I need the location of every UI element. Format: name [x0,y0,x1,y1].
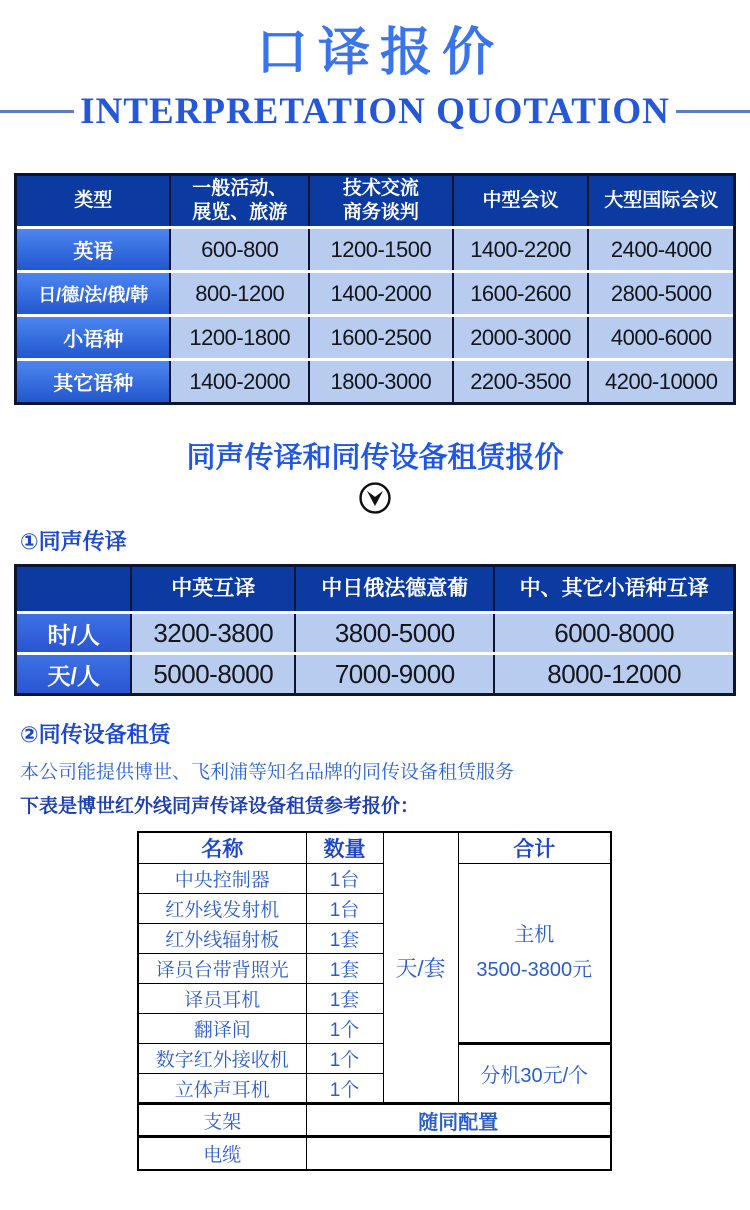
equip-section-label: ②同传设备租赁 [20,722,171,748]
table1-header-cell [17,176,169,226]
equip-item-row [138,864,611,894]
equip-item-name: 红外线辐射板 [138,924,306,954]
equip-item-qty: 1个 [306,1074,383,1104]
table1-price-cell: 1200-1500 [310,229,452,270]
equip-item-name: 翻译间 [138,1014,306,1044]
table1-price-cell: 2400-4000 [589,229,733,270]
equip-item-qty: 1个 [306,1044,383,1074]
table1-price-cell: 2000-3000 [454,317,588,358]
equip-item-qty: 1台 [306,894,383,924]
table2-header-cell: 中日俄法德意葡 [296,567,493,611]
equip-item-qty: 1套 [306,924,383,954]
main-total-line1: 主机 [514,924,555,947]
table1-row [17,361,733,402]
equip-item-name: 数字红外接收机 [138,1044,306,1074]
equip-item-name: 红外线发射机 [138,894,306,924]
table1-header-text: 中型会议 [482,190,559,212]
table2-price-cell: 5000-8000 [132,655,294,693]
simultaneous-price-table [14,564,736,696]
table1-price-cell: 1200-1800 [171,317,308,358]
equipment-rental-table [137,831,612,1171]
table1-row [17,229,733,270]
subtitle-row [0,90,750,133]
equip-item-name: 中央控制器 [138,864,306,894]
equipment-table-wrap [137,831,750,1171]
equip-header-total: 合计 [458,832,611,864]
equip-header-row [138,832,611,864]
down-arrow-icon [358,481,392,515]
equip-reference-note: 下表是博世红外线同声传译设备租赁参考报价： [20,796,420,818]
page-subtitle: INTERPRETATION QUOTATION [80,91,670,133]
equip-footer-value [306,1137,611,1170]
equip-footer-name: 电缆 [138,1137,306,1170]
table1-price-cell: 2200-3500 [454,361,588,402]
table1-header-cell [171,176,308,226]
table2-header-cell: 中英互译 [132,567,294,611]
table1-row-label: 其它语种 [17,361,169,402]
table1-header-text: 展览、旅游 [192,202,288,224]
table1-header-text: 大型国际会议 [604,190,719,212]
table1-row-label: 日/德/法/俄/韩 [17,273,169,314]
table1-header-cell [454,176,588,226]
table2-price-cell: 8000-12000 [495,655,733,693]
table2-row-label: 天/人 [17,655,130,693]
equip-header-name: 名称 [138,832,306,864]
table1-header-text: 技术交流 [342,178,419,200]
equip-item-name: 译员耳机 [138,984,306,1014]
table1-price-cell: 1400-2000 [310,273,452,314]
rental-section-heading: 同声传译和同传设备租赁报价 [186,442,564,475]
equip-footer-row [138,1137,611,1170]
table1-price-cell: 4200-10000 [589,361,733,402]
table2-row [17,614,733,652]
table2-row-label: 时/人 [17,614,130,652]
interpretation-price-table [14,173,736,405]
equip-header-qty: 数量 [306,832,383,864]
equip-main-total-cell [458,864,611,1044]
equip-item-name: 立体声耳机 [138,1074,306,1104]
table1-row-label: 小语种 [17,317,169,358]
table2-row [17,655,733,693]
left-rule [0,110,74,113]
table1-price-cell: 1400-2200 [454,229,588,270]
equip-item-qty: 1套 [306,954,383,984]
equip-item-row [138,1044,611,1074]
table2-price-cell: 7000-9000 [296,655,493,693]
table2-price-cell: 3800-5000 [296,614,493,652]
equip-item-qty: 1个 [306,1014,383,1044]
table2-price-cell: 3200-3800 [132,614,294,652]
table1-price-cell: 2800-5000 [589,273,733,314]
table2-header-row [17,567,733,611]
table1-price-cell: 4000-6000 [589,317,733,358]
table1-header-row [17,176,733,226]
equip-footer-row [138,1104,611,1137]
table1-row [17,273,733,314]
table1-header-text: 类型 [74,190,113,212]
table1-header-cell [589,176,733,226]
table1-price-cell: 600-800 [171,229,308,270]
table1-header-cell [310,176,452,226]
table1-header-text: 商务谈判 [342,202,419,224]
table1-price-cell: 1400-2000 [171,361,308,402]
equip-item-name: 译员台带背照光 [138,954,306,984]
main-total-line2: 3500-3800元 [476,959,593,982]
right-rule [676,110,750,113]
table1-row-label: 英语 [17,229,169,270]
table2-corner-cell [17,567,130,611]
equip-footer-name: 支架 [138,1104,306,1137]
table2-price-cell: 6000-8000 [495,614,733,652]
table1-price-cell: 1600-2600 [454,273,588,314]
equip-sub-total-cell: 分机30元/个 [458,1044,611,1104]
table1-header-text: 一般活动、 [192,178,288,200]
table1-row [17,317,733,358]
equip-unit-cell: 天/套 [383,832,458,1104]
equip-footer-value: 随同配置 [306,1104,611,1137]
equip-item-qty: 1台 [306,864,383,894]
page-title: 口译报价 [255,24,504,82]
equip-item-qty: 1套 [306,984,383,1014]
table1-price-cell: 1800-3000 [310,361,452,402]
sim-section-label: ①同声传译 [20,529,127,555]
arrow-row [0,481,750,517]
quotation-page [0,24,750,1210]
table1-price-cell: 800-1200 [171,273,308,314]
table1-price-cell: 1600-2500 [310,317,452,358]
table2-header-cell: 中、其它小语种互译 [495,567,733,611]
equip-description: 本公司能提供博世、飞利浦等知名品牌的同传设备租赁服务 [20,762,515,784]
